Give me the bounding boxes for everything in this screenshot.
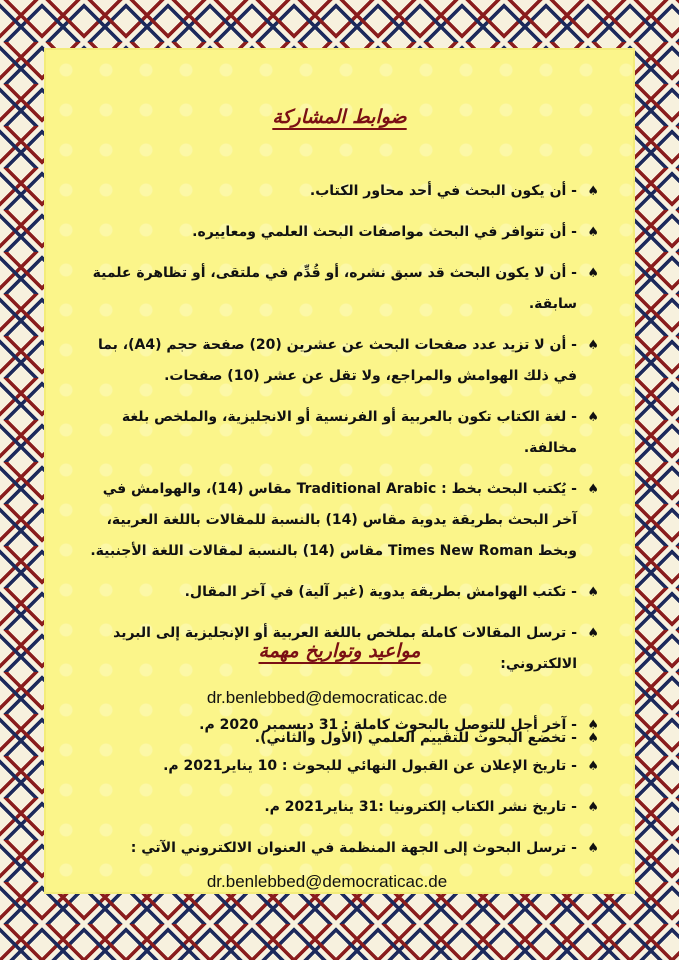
- spade-bullet-icon: ♠: [587, 266, 599, 281]
- spade-bullet-icon: ♠: [587, 718, 599, 733]
- list-item: ♠ - أن تتوافر في البحث مواصفات البحث العلمي ومعاييره.: [77, 217, 599, 248]
- spade-bullet-icon: ♠: [587, 800, 599, 815]
- list-item: ♠ - تكتب الهوامش بطريقة يدوية (غير آلية) في آخر المقال.: [77, 577, 599, 608]
- list-item: ♠ - تاريخ نشر الكتاب إلكترونيا :31 يناير2021 م.: [77, 792, 599, 823]
- email-address[interactable]: dr.benlebbed@democraticac.de: [206, 688, 448, 707]
- spade-bullet-icon: ♠: [587, 585, 599, 600]
- list-item: ♠ - أن يكون البحث في أحد محاور الكتاب.: [77, 176, 599, 207]
- spade-bullet-icon: ♠: [587, 410, 599, 425]
- list-item: ♠ - ترسل المقالات كاملة بملخص باللغة العربية أو الإنجليزية إلى البريد الالكتروني: dr.benlebbed@democraticac.de: [77, 618, 599, 713]
- content-panel: [46, 50, 633, 892]
- spade-bullet-icon: ♠: [587, 482, 599, 497]
- spade-bullet-icon: ♠: [587, 338, 599, 353]
- list-item: ♠ - لغة الكتاب تكون بالعربية أو الفرنسية أو الانجليزية، والملخص بلغة مخالفة.: [77, 402, 599, 464]
- list-item: ♠ - آخر أجل للتوصل بالبحوث كاملة : 31 ديسمبر 2020 م.: [77, 710, 599, 741]
- list-item: ♠ - أن لا يكون البحث قد سبق نشره، أو قُدِّم في ملتقى، أو تظاهرة علمية سابقة.: [77, 258, 599, 320]
- list-item: ♠ - أن لا تزيد عدد صفحات البحث عن عشرين (20) صفحة حجم (A4)، بما في ذلك الهوامش والمراجع، ولا تقل عن عشر (10) صفحات.: [77, 330, 599, 392]
- spade-bullet-icon: ♠: [587, 759, 599, 774]
- list-item: ♠ - تخضع البحوث للتقييم العلمي (الأول والثاني).: [77, 723, 599, 754]
- important-dates-list: [77, 710, 599, 907]
- list-item: ♠ - تاريخ الإعلان عن القبول النهائي للبحوث : 10 يناير2021 م.: [77, 751, 599, 782]
- spade-bullet-icon: ♠: [587, 225, 599, 240]
- list-item: ♠ - ترسل البحوث إلى الجهة المنظمة في العنوان الالكتروني الآتي : dr.benlebbed@democraticac.de: [77, 833, 599, 897]
- list-item: ♠ - يُكتب البحث بخط : Traditional Arabic مقاس (14)، والهوامش في آخر البحث بطريقة يدوية مقاس (14) بالنسبة للمقالات باللغة العربية، وبخط Times New Roman مقاس (14) بالنسبة لمقالات اللغة الأجنبية.: [77, 474, 599, 567]
- email-address[interactable]: dr.benlebbed@democraticac.de: [206, 872, 448, 891]
- spade-bullet-icon: ♠: [587, 841, 599, 856]
- spade-bullet-icon: ♠: [587, 626, 599, 641]
- section-title-participation-rules: ضوابط المشاركة: [272, 106, 407, 128]
- spade-bullet-icon: ♠: [587, 184, 599, 199]
- spade-bullet-icon: ♠: [587, 731, 599, 746]
- participation-rules-list: [77, 176, 599, 764]
- section-title-important-dates: مواعيد وتواريخ مهمة: [258, 640, 421, 662]
